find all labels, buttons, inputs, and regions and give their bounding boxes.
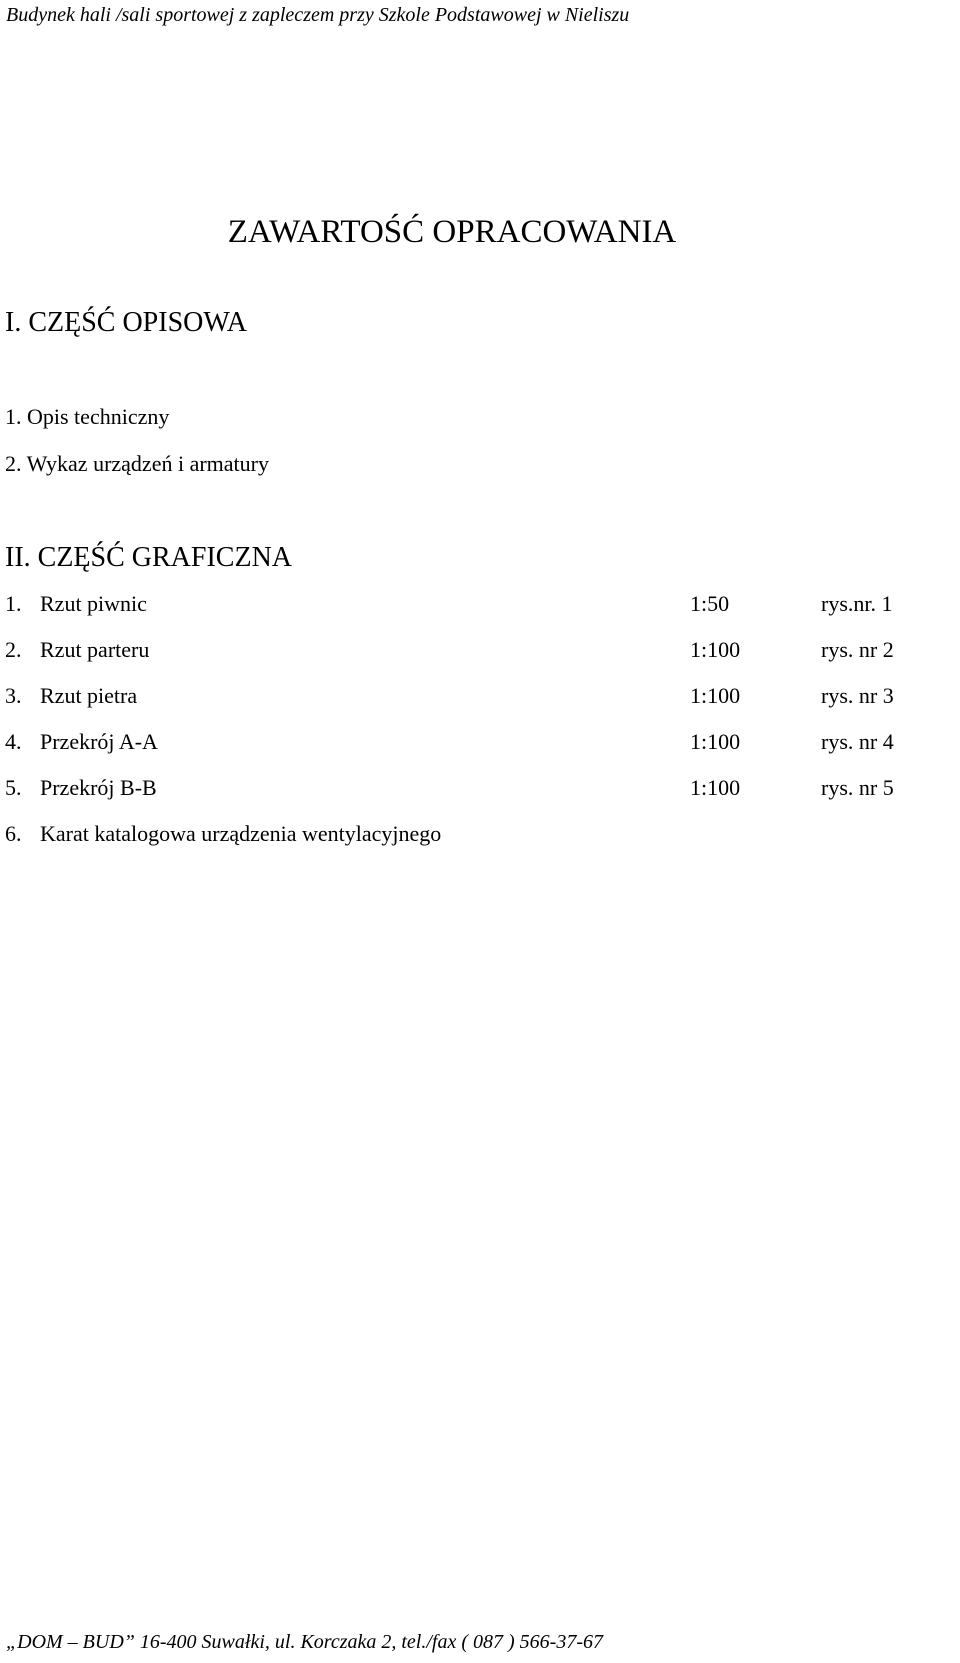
list-item <box>5 635 925 681</box>
item-sheet-number: rys. nr 5 <box>821 775 894 800</box>
item-scale: 1:100 <box>690 729 741 754</box>
item-number: 1. <box>5 591 22 616</box>
item-number: 6. <box>5 821 22 846</box>
page-header: Budynek hali /sali sportowej z zapleczem przy Szkole Podstawowej w Nieliszu <box>6 4 630 26</box>
item-scale: 1:100 <box>690 683 741 708</box>
item-scale: 1:100 <box>690 637 741 662</box>
list-item <box>5 819 925 865</box>
item-sheet-number: rys. nr 4 <box>821 729 894 754</box>
item-name: Karat katalogowa urządzenia wentylacyjnego <box>40 821 442 846</box>
item-name: Rzut parteru <box>40 637 150 662</box>
item-sheet-number: rys. nr 3 <box>821 683 894 708</box>
list-item <box>5 773 925 819</box>
item-name: Przekrój A-A <box>40 729 158 754</box>
list-item: 1. Opis techniczny <box>5 404 170 429</box>
item-scale: 1:50 <box>690 591 730 616</box>
item-number: 3. <box>5 683 22 708</box>
list-item <box>5 589 925 635</box>
page-footer: „DOM – BUD” 16-400 Suwałki, ul. Korczaka 2, tel./fax ( 087 ) 566-37-67 <box>6 1631 603 1653</box>
section-heading-descriptive: I. CZĘŚĆ OPISOWA <box>5 307 247 338</box>
descriptive-items-list <box>5 402 269 496</box>
item-name: Przekrój B-B <box>40 775 157 800</box>
document-title: ZAWARTOŚĆ OPRACOWANIA <box>227 214 677 250</box>
item-scale: 1:100 <box>690 775 741 800</box>
list-item <box>5 681 925 727</box>
list-item <box>5 727 925 773</box>
section-heading-graphic: II. CZĘŚĆ GRAFICZNA <box>5 542 293 573</box>
item-sheet-number: rys. nr 2 <box>821 637 894 662</box>
item-sheet-number: rys.nr. 1 <box>821 591 893 616</box>
item-number: 5. <box>5 775 22 800</box>
item-number: 4. <box>5 729 22 754</box>
item-number: 2. <box>5 637 22 662</box>
item-name: Rzut piwnic <box>40 591 147 616</box>
drawing-list <box>5 589 925 865</box>
item-name: Rzut pietra <box>40 683 138 708</box>
list-item: 2. Wykaz urządzeń i armatury <box>5 451 269 476</box>
